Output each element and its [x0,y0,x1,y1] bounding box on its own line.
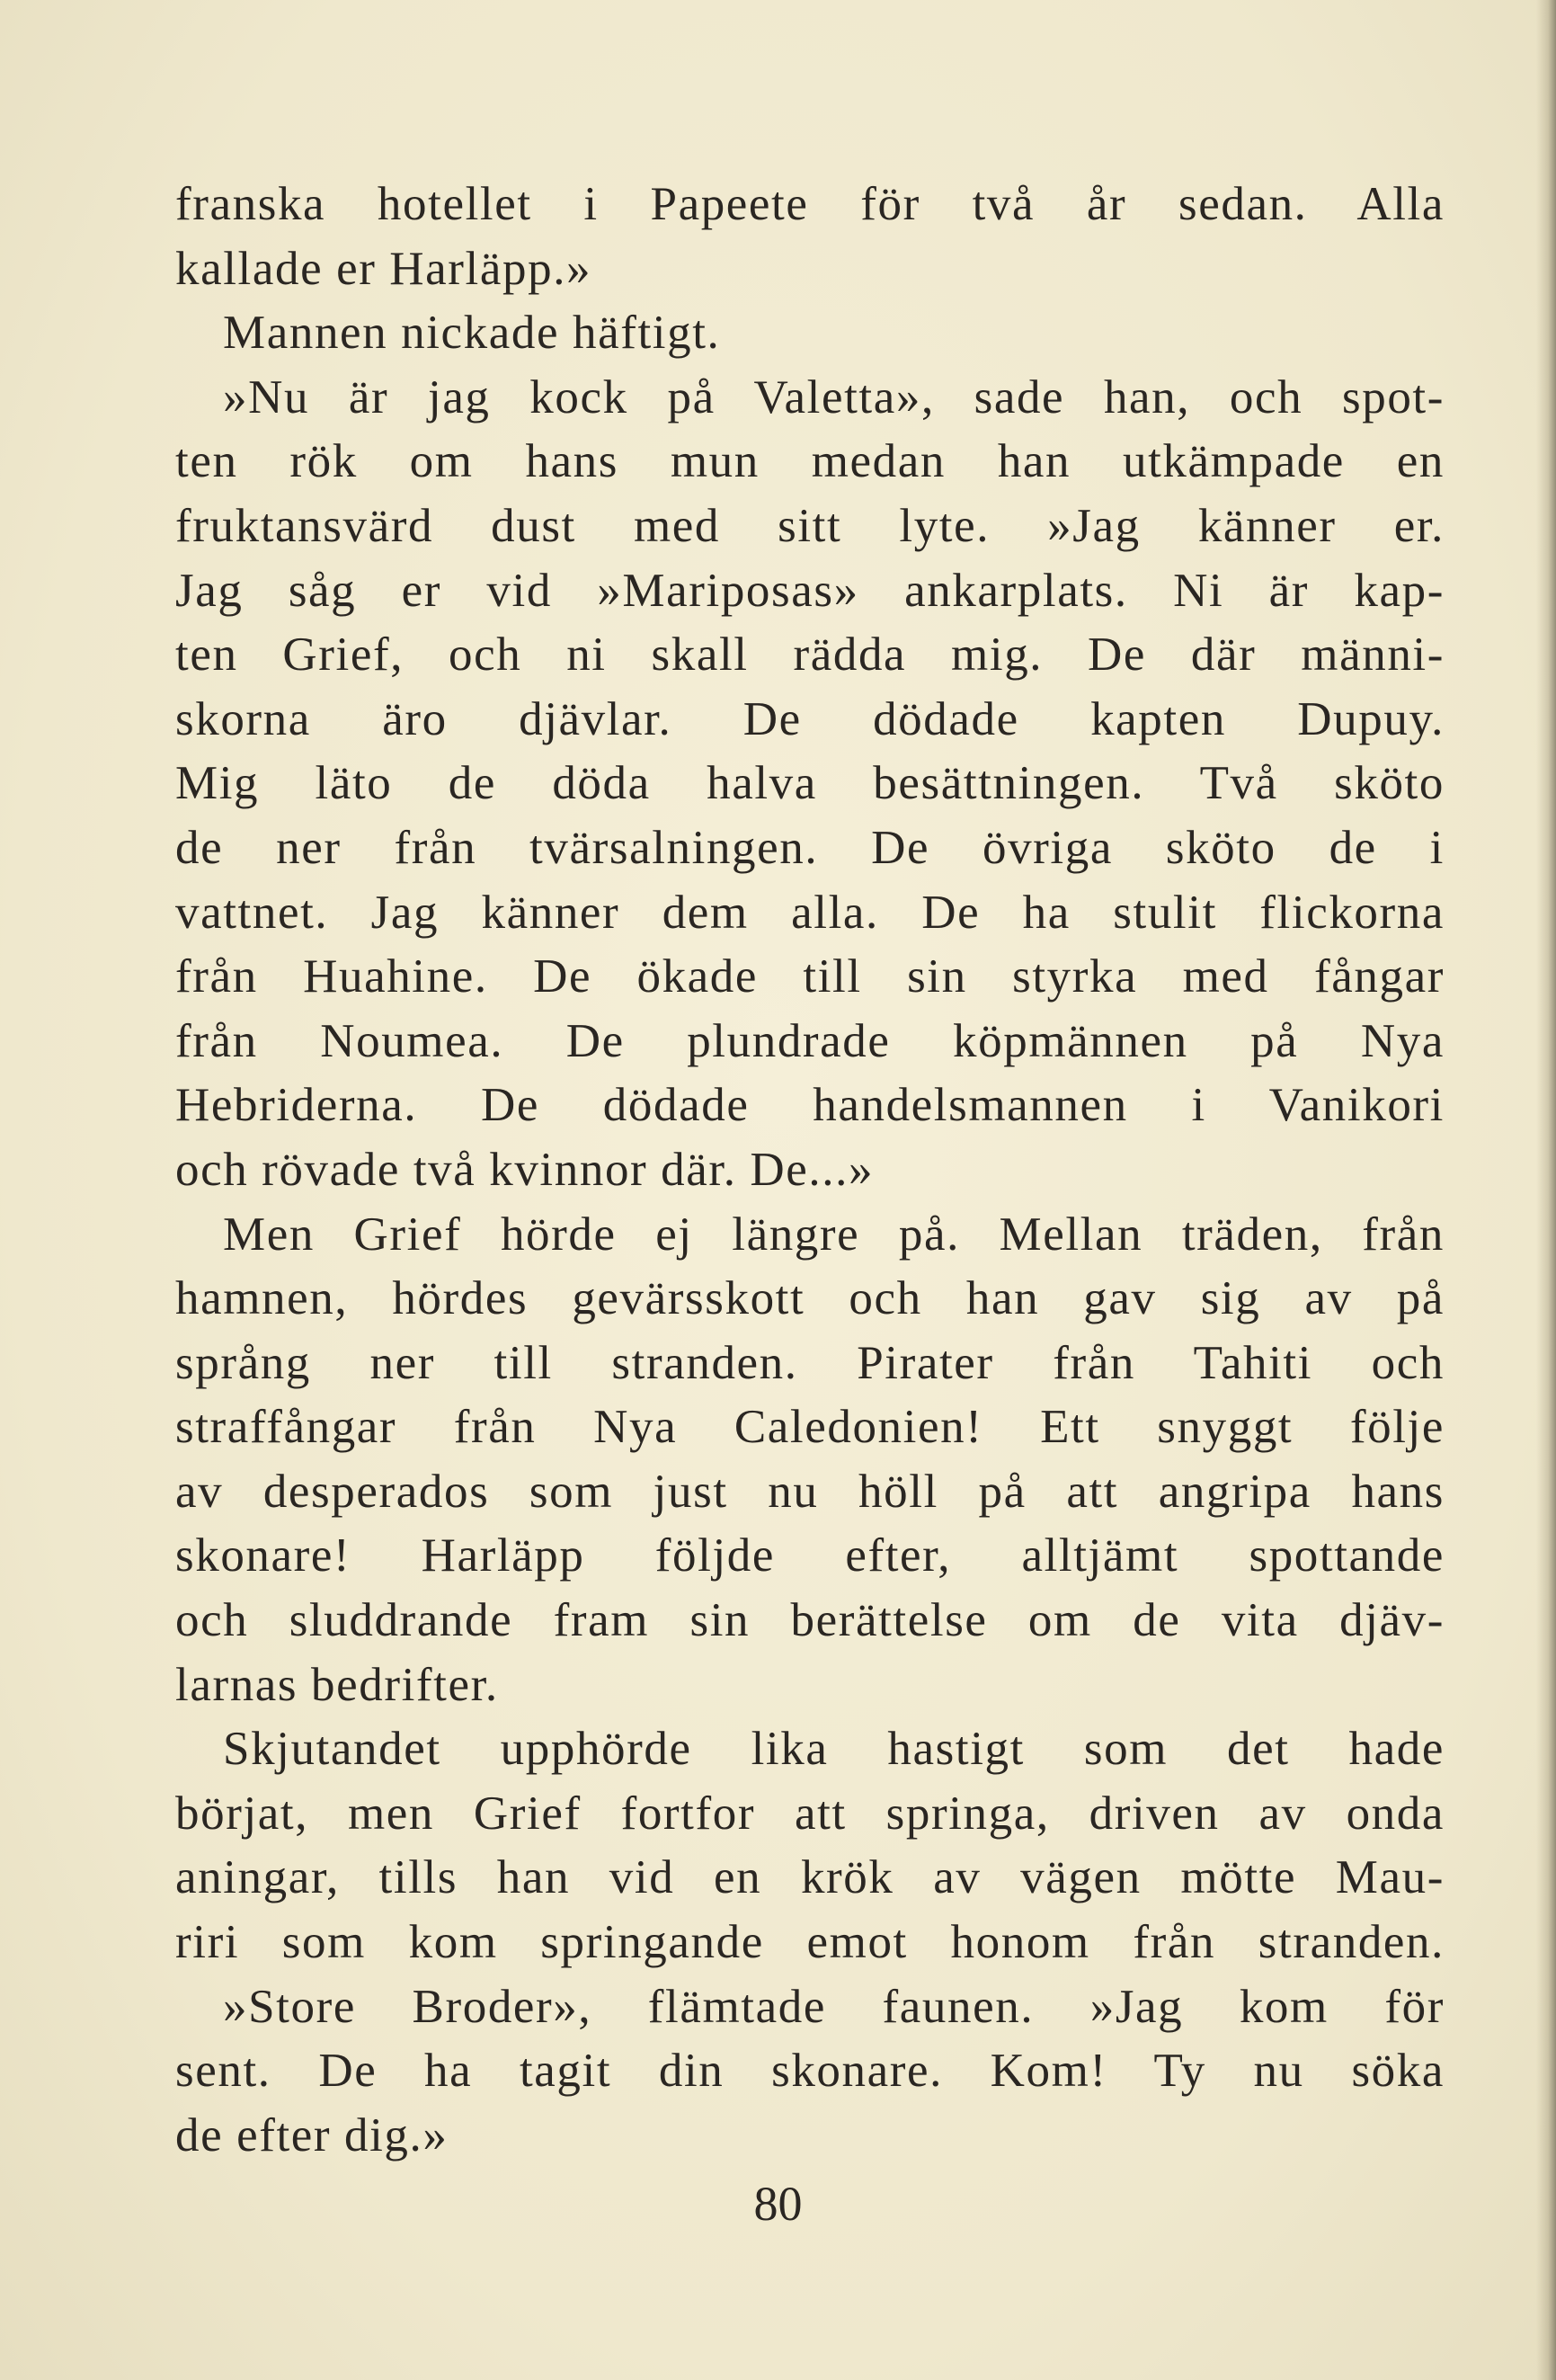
text-line: Jag såg er vid »Mariposas» ankarplats. Ni är kap- [175,564,1445,617]
text-line: larnas bedrifter. [175,1658,499,1711]
text-line: aningar, tills han vid en krök av vägen mötte Mau- [175,1851,1445,1904]
text-line: och rövade två kvinnor där. De...» [175,1143,875,1196]
text-line: skorna äro djävlar. De dödade kapten Dupuy. [175,692,1445,745]
text-line: de ner från tvärsalningen. De övriga sköto de i [175,821,1445,874]
text-line: ten Grief, och ni skall rädda mig. De där männi- [175,628,1445,682]
text-line: de efter dig.» [175,2108,449,2162]
text-line: ten rök om hans mun medan han utkämpade en [175,435,1445,488]
text-line: av desperados som just nu höll på att angripa hans [175,1465,1445,1518]
text-line: Mig läto de döda halva besättningen. Två sköto [175,757,1445,810]
text-line: sent. De ha tagit din skonare. Kom! Ty nu söka [175,2045,1445,2098]
body-text [175,173,1445,2168]
text-line: kallade er Harläpp.» [175,242,592,295]
text-line: från Huahine. De ökade till sin styrka med fångar [175,950,1445,1003]
text-line: riri som kom springande emot honom från stranden. [175,1916,1445,1969]
text-line: hamnen, hördes gevärsskott och han gav sig av på [175,1272,1445,1325]
text-line: Skjutandet upphörde lika hastigt som det hade [223,1723,1445,1776]
page-edge-shadow [1536,0,1556,2380]
text-line: och sluddrande fram sin berättelse om de vita djäv- [175,1594,1445,1647]
text-line: Men Grief hörde ej längre på. Mellan träden, från [223,1208,1445,1261]
text-line: franska hotellet i Papeete för två år sedan. Alla [175,178,1445,230]
text-line: skonare! Harläpp följde efter, alltjämt spottande [175,1529,1445,1582]
page-number: 80 [753,2177,803,2231]
text-line: »Store Broder», flämtade faunen. »Jag kom för [223,1980,1445,2033]
text-line: »Nu är jag kock på Valetta», sade han, och spot- [223,370,1445,423]
text-line: fruktansvärd dust med sitt lyte. »Jag känner er. [175,499,1445,552]
text-line: från Noumea. De plundrade köpmännen på Nya [175,1014,1445,1067]
text-line: språng ner till stranden. Pirater från Tahiti och [175,1336,1445,1389]
text-line: börjat, men Grief fortfor att springa, driven av onda [175,1787,1445,1840]
text-line: vattnet. Jag känner dem alla. De ha stulit flickorna [175,886,1445,939]
text-line: Hebriderna. De dödade handelsmannen i Vanikori [175,1079,1445,1132]
text-line: straffångar från Nya Caledonien! Ett snyggt följe [175,1401,1445,1454]
text-line: Mannen nickade häftigt. [223,307,721,360]
